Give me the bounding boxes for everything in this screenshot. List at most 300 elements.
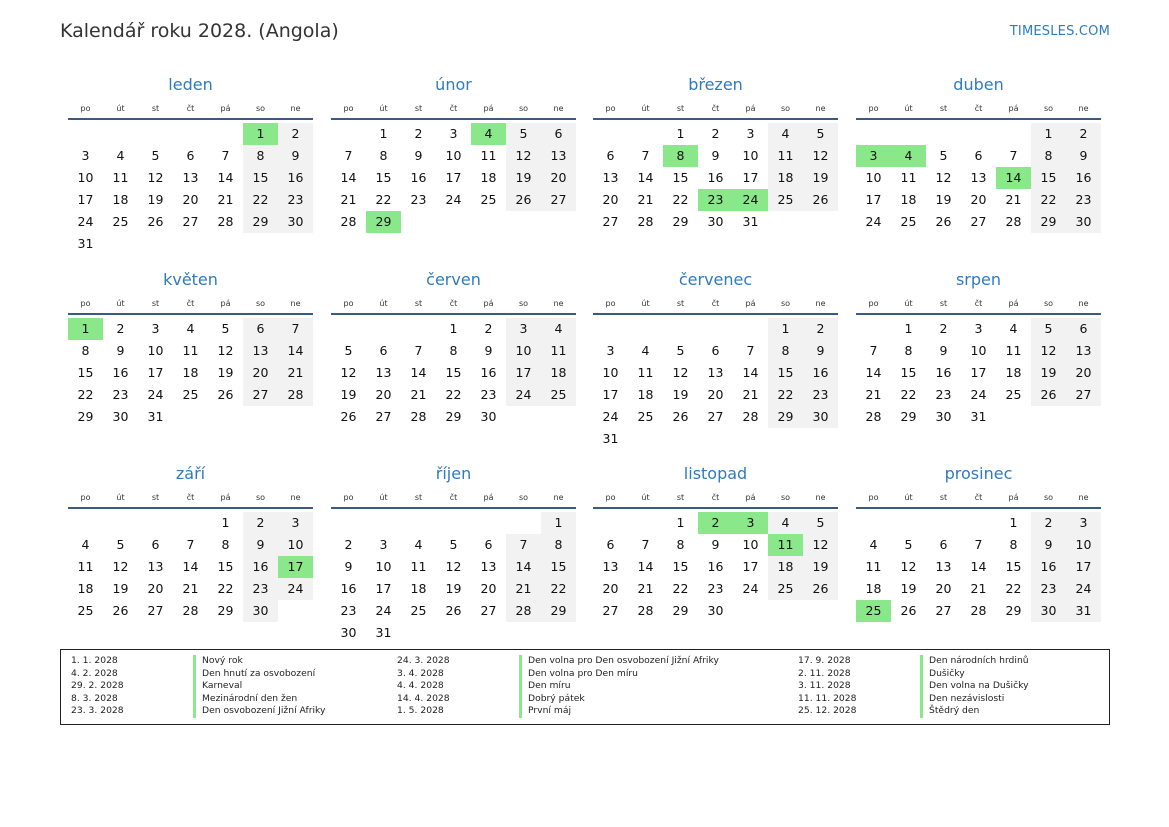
- day-cell[interactable]: 22: [77, 387, 94, 402]
- day-cell[interactable]: 11: [77, 559, 94, 574]
- day-cell[interactable]: 3: [974, 321, 983, 336]
- day-cell[interactable]: 26: [1031, 384, 1066, 406]
- day-cell[interactable]: 8: [379, 148, 388, 163]
- day-cell[interactable]: 22: [243, 189, 278, 211]
- day-cell[interactable]: 13: [243, 340, 278, 362]
- day-cell[interactable]: 17: [375, 581, 392, 596]
- day-cell[interactable]: 18: [768, 556, 803, 578]
- day-cell[interactable]: 7: [974, 537, 983, 552]
- day-cell[interactable]: 28: [217, 214, 234, 229]
- day-cell[interactable]: 10: [375, 559, 392, 574]
- day-cell[interactable]: 3: [151, 321, 160, 336]
- day-cell[interactable]: 31: [375, 625, 392, 640]
- day-cell[interactable]: 14: [217, 170, 234, 185]
- day-cell[interactable]: 19: [340, 387, 357, 402]
- day-cell[interactable]: 16: [935, 365, 952, 380]
- day-cell[interactable]: 9: [803, 340, 838, 362]
- day-cell[interactable]: 17: [445, 170, 462, 185]
- day-cell[interactable]: 13: [707, 365, 724, 380]
- day-cell[interactable]: 12: [217, 343, 234, 358]
- day-cell[interactable]: 21: [217, 192, 234, 207]
- day-cell[interactable]: 27: [541, 189, 576, 211]
- day-cell[interactable]: 3: [379, 537, 388, 552]
- day-cell[interactable]: 13: [375, 365, 392, 380]
- day-cell[interactable]: 16: [278, 167, 313, 189]
- day-cell[interactable]: 25: [112, 214, 129, 229]
- day-cell[interactable]: 9: [711, 537, 720, 552]
- day-cell[interactable]: 18: [410, 581, 427, 596]
- day-cell[interactable]: 13: [541, 145, 576, 167]
- day-cell[interactable]: 15: [672, 559, 689, 574]
- day-cell[interactable]: 24: [865, 214, 882, 229]
- day-cell[interactable]: 7: [869, 343, 878, 358]
- day-cell[interactable]: 31: [147, 409, 164, 424]
- day-cell[interactable]: 20: [541, 167, 576, 189]
- day-cell[interactable]: 19: [1031, 362, 1066, 384]
- day-cell[interactable]: 26: [445, 603, 462, 618]
- day-cell[interactable]: 16: [1031, 556, 1066, 578]
- day-cell[interactable]: 30: [480, 409, 497, 424]
- day-cell[interactable]: 5: [939, 148, 948, 163]
- day-cell[interactable]: 7: [506, 534, 541, 556]
- day-cell[interactable]: 7: [746, 343, 755, 358]
- day-cell[interactable]: 18: [637, 387, 654, 402]
- day-cell[interactable]: 11: [865, 559, 882, 574]
- day-cell[interactable]: 26: [340, 409, 357, 424]
- day-cell[interactable]: 10: [506, 340, 541, 362]
- day-cell[interactable]: 7: [641, 148, 650, 163]
- day-cell[interactable]: 14: [278, 340, 313, 362]
- day-cell[interactable]: 28: [182, 603, 199, 618]
- day-cell[interactable]: 24: [1066, 578, 1101, 600]
- day-cell[interactable]: 2: [344, 537, 353, 552]
- day-cell[interactable]: 5: [506, 123, 541, 145]
- day-cell[interactable]: 31: [77, 236, 94, 251]
- day-cell[interactable]: 3: [506, 318, 541, 340]
- day-cell[interactable]: 28: [340, 214, 357, 229]
- day-cell[interactable]: 25: [900, 214, 917, 229]
- day-cell[interactable]: 10: [742, 537, 759, 552]
- day-cell[interactable]: 20: [375, 387, 392, 402]
- day-cell[interactable]: 19: [506, 167, 541, 189]
- day-cell[interactable]: 13: [147, 559, 164, 574]
- holiday-day[interactable]: 23: [698, 189, 733, 211]
- day-cell[interactable]: 3: [606, 343, 615, 358]
- day-cell[interactable]: 21: [637, 581, 654, 596]
- day-cell[interactable]: 3: [278, 512, 313, 534]
- day-cell[interactable]: 13: [970, 170, 987, 185]
- holiday-day[interactable]: 14: [996, 167, 1031, 189]
- holiday-day[interactable]: 3: [733, 512, 768, 534]
- day-cell[interactable]: 6: [186, 148, 195, 163]
- day-cell[interactable]: 19: [803, 556, 838, 578]
- day-cell[interactable]: 30: [1066, 211, 1101, 233]
- day-cell[interactable]: 16: [1066, 167, 1101, 189]
- day-cell[interactable]: 29: [1031, 211, 1066, 233]
- day-cell[interactable]: 6: [939, 537, 948, 552]
- day-cell[interactable]: 7: [221, 148, 230, 163]
- day-cell[interactable]: 8: [1031, 145, 1066, 167]
- day-cell[interactable]: 5: [904, 537, 913, 552]
- day-cell[interactable]: 16: [707, 559, 724, 574]
- day-cell[interactable]: 13: [1066, 340, 1101, 362]
- day-cell[interactable]: 17: [77, 192, 94, 207]
- day-cell[interactable]: 22: [672, 581, 689, 596]
- day-cell[interactable]: 27: [602, 214, 619, 229]
- day-cell[interactable]: 24: [602, 409, 619, 424]
- day-cell[interactable]: 25: [1005, 387, 1022, 402]
- day-cell[interactable]: 18: [768, 167, 803, 189]
- day-cell[interactable]: 25: [480, 192, 497, 207]
- day-cell[interactable]: 18: [480, 170, 497, 185]
- day-cell[interactable]: 2: [116, 321, 125, 336]
- day-cell[interactable]: 26: [147, 214, 164, 229]
- day-cell[interactable]: 8: [221, 537, 230, 552]
- day-cell[interactable]: 7: [1009, 148, 1018, 163]
- day-cell[interactable]: 21: [970, 581, 987, 596]
- day-cell[interactable]: 20: [1066, 362, 1101, 384]
- day-cell[interactable]: 2: [484, 321, 493, 336]
- day-cell[interactable]: 6: [151, 537, 160, 552]
- day-cell[interactable]: 19: [445, 581, 462, 596]
- day-cell[interactable]: 4: [1009, 321, 1018, 336]
- day-cell[interactable]: 28: [637, 603, 654, 618]
- day-cell[interactable]: 4: [869, 537, 878, 552]
- day-cell[interactable]: 1: [1009, 515, 1018, 530]
- day-cell[interactable]: 28: [637, 214, 654, 229]
- day-cell[interactable]: 10: [278, 534, 313, 556]
- day-cell[interactable]: 30: [707, 214, 724, 229]
- day-cell[interactable]: 17: [506, 362, 541, 384]
- day-cell[interactable]: 16: [803, 362, 838, 384]
- day-cell[interactable]: 30: [935, 409, 952, 424]
- day-cell[interactable]: 17: [865, 192, 882, 207]
- day-cell[interactable]: 21: [865, 387, 882, 402]
- day-cell[interactable]: 17: [147, 365, 164, 380]
- day-cell[interactable]: 22: [445, 387, 462, 402]
- day-cell[interactable]: 10: [742, 148, 759, 163]
- day-cell[interactable]: 6: [606, 148, 615, 163]
- day-cell[interactable]: 20: [480, 581, 497, 596]
- day-cell[interactable]: 25: [541, 384, 576, 406]
- day-cell[interactable]: 14: [637, 559, 654, 574]
- day-cell[interactable]: 12: [445, 559, 462, 574]
- day-cell[interactable]: 31: [742, 214, 759, 229]
- day-cell[interactable]: 19: [112, 581, 129, 596]
- holiday-day[interactable]: 1: [243, 123, 278, 145]
- day-cell[interactable]: 1: [221, 515, 230, 530]
- day-cell[interactable]: 28: [506, 600, 541, 622]
- day-cell[interactable]: 12: [935, 170, 952, 185]
- day-cell[interactable]: 2: [243, 512, 278, 534]
- day-cell[interactable]: 17: [742, 170, 759, 185]
- day-cell[interactable]: 13: [602, 559, 619, 574]
- day-cell[interactable]: 6: [1066, 318, 1101, 340]
- day-cell[interactable]: 21: [278, 362, 313, 384]
- day-cell[interactable]: 24: [375, 603, 392, 618]
- day-cell[interactable]: 14: [506, 556, 541, 578]
- day-cell[interactable]: 12: [147, 170, 164, 185]
- day-cell[interactable]: 24: [278, 578, 313, 600]
- day-cell[interactable]: 3: [1066, 512, 1101, 534]
- day-cell[interactable]: 18: [541, 362, 576, 384]
- day-cell[interactable]: 9: [1066, 145, 1101, 167]
- day-cell[interactable]: 11: [900, 170, 917, 185]
- day-cell[interactable]: 12: [803, 145, 838, 167]
- day-cell[interactable]: 16: [410, 170, 427, 185]
- day-cell[interactable]: 28: [865, 409, 882, 424]
- day-cell[interactable]: 29: [1005, 603, 1022, 618]
- day-cell[interactable]: 13: [602, 170, 619, 185]
- day-cell[interactable]: 24: [970, 387, 987, 402]
- day-cell[interactable]: 10: [77, 170, 94, 185]
- day-cell[interactable]: 30: [278, 211, 313, 233]
- day-cell[interactable]: 6: [711, 343, 720, 358]
- day-cell[interactable]: 8: [676, 537, 685, 552]
- day-cell[interactable]: 30: [1031, 600, 1066, 622]
- day-cell[interactable]: 11: [768, 145, 803, 167]
- day-cell[interactable]: 22: [1005, 581, 1022, 596]
- day-cell[interactable]: 1: [904, 321, 913, 336]
- day-cell[interactable]: 2: [939, 321, 948, 336]
- day-cell[interactable]: 29: [445, 409, 462, 424]
- day-cell[interactable]: 27: [147, 603, 164, 618]
- day-cell[interactable]: 12: [1031, 340, 1066, 362]
- day-cell[interactable]: 31: [602, 431, 619, 446]
- day-cell[interactable]: 23: [112, 387, 129, 402]
- holiday-day[interactable]: 8: [663, 145, 698, 167]
- day-cell[interactable]: 9: [939, 343, 948, 358]
- holiday-day[interactable]: 29: [366, 211, 401, 233]
- day-cell[interactable]: 29: [672, 214, 689, 229]
- day-cell[interactable]: 26: [672, 409, 689, 424]
- day-cell[interactable]: 23: [480, 387, 497, 402]
- day-cell[interactable]: 22: [541, 578, 576, 600]
- day-cell[interactable]: 16: [112, 365, 129, 380]
- day-cell[interactable]: 10: [147, 343, 164, 358]
- day-cell[interactable]: 18: [182, 365, 199, 380]
- day-cell[interactable]: 12: [672, 365, 689, 380]
- day-cell[interactable]: 23: [707, 581, 724, 596]
- day-cell[interactable]: 19: [803, 167, 838, 189]
- day-cell[interactable]: 9: [1031, 534, 1066, 556]
- day-cell[interactable]: 2: [1031, 512, 1066, 534]
- day-cell[interactable]: 25: [768, 189, 803, 211]
- day-cell[interactable]: 17: [1066, 556, 1101, 578]
- day-cell[interactable]: 9: [278, 145, 313, 167]
- day-cell[interactable]: 7: [278, 318, 313, 340]
- day-cell[interactable]: 4: [768, 123, 803, 145]
- day-cell[interactable]: 26: [112, 603, 129, 618]
- day-cell[interactable]: 4: [541, 318, 576, 340]
- day-cell[interactable]: 5: [344, 343, 353, 358]
- day-cell[interactable]: 21: [506, 578, 541, 600]
- day-cell[interactable]: 21: [1005, 192, 1022, 207]
- day-cell[interactable]: 1: [676, 126, 685, 141]
- day-cell[interactable]: 23: [1031, 578, 1066, 600]
- day-cell[interactable]: 9: [484, 343, 493, 358]
- day-cell[interactable]: 18: [900, 192, 917, 207]
- day-cell[interactable]: 20: [243, 362, 278, 384]
- day-cell[interactable]: 22: [375, 192, 392, 207]
- day-cell[interactable]: 28: [742, 409, 759, 424]
- day-cell[interactable]: 19: [217, 365, 234, 380]
- day-cell[interactable]: 15: [1005, 559, 1022, 574]
- day-cell[interactable]: 18: [1005, 365, 1022, 380]
- day-cell[interactable]: 11: [637, 365, 654, 380]
- day-cell[interactable]: 25: [637, 409, 654, 424]
- day-cell[interactable]: 2: [711, 126, 720, 141]
- holiday-day[interactable]: 17: [278, 556, 313, 578]
- day-cell[interactable]: 28: [1005, 214, 1022, 229]
- day-cell[interactable]: 21: [182, 581, 199, 596]
- day-cell[interactable]: 31: [970, 409, 987, 424]
- day-cell[interactable]: 29: [217, 603, 234, 618]
- day-cell[interactable]: 30: [243, 600, 278, 622]
- day-cell[interactable]: 3: [449, 126, 458, 141]
- day-cell[interactable]: 2: [278, 123, 313, 145]
- holiday-day[interactable]: 11: [768, 534, 803, 556]
- day-cell[interactable]: 9: [243, 534, 278, 556]
- day-cell[interactable]: 8: [449, 343, 458, 358]
- day-cell[interactable]: 6: [541, 123, 576, 145]
- day-cell[interactable]: 13: [480, 559, 497, 574]
- day-cell[interactable]: 15: [1031, 167, 1066, 189]
- day-cell[interactable]: 27: [602, 603, 619, 618]
- day-cell[interactable]: 5: [221, 321, 230, 336]
- day-cell[interactable]: 1: [449, 321, 458, 336]
- day-cell[interactable]: 11: [410, 559, 427, 574]
- day-cell[interactable]: 20: [935, 581, 952, 596]
- day-cell[interactable]: 24: [77, 214, 94, 229]
- day-cell[interactable]: 23: [803, 384, 838, 406]
- holiday-day[interactable]: 25: [856, 600, 891, 622]
- day-cell[interactable]: 23: [935, 387, 952, 402]
- day-cell[interactable]: 25: [768, 578, 803, 600]
- day-cell[interactable]: 16: [340, 581, 357, 596]
- day-cell[interactable]: 12: [900, 559, 917, 574]
- day-cell[interactable]: 2: [1066, 123, 1101, 145]
- day-cell[interactable]: 4: [81, 537, 90, 552]
- holiday-day[interactable]: 4: [471, 123, 506, 145]
- day-cell[interactable]: 12: [112, 559, 129, 574]
- day-cell[interactable]: 9: [116, 343, 125, 358]
- day-cell[interactable]: 24: [147, 387, 164, 402]
- day-cell[interactable]: 22: [900, 387, 917, 402]
- day-cell[interactable]: 20: [970, 192, 987, 207]
- day-cell[interactable]: 28: [970, 603, 987, 618]
- day-cell[interactable]: 15: [243, 167, 278, 189]
- day-cell[interactable]: 10: [1066, 534, 1101, 556]
- day-cell[interactable]: 14: [970, 559, 987, 574]
- day-cell[interactable]: 11: [182, 343, 199, 358]
- day-cell[interactable]: 10: [602, 365, 619, 380]
- day-cell[interactable]: 15: [445, 365, 462, 380]
- day-cell[interactable]: 1: [768, 318, 803, 340]
- day-cell[interactable]: 6: [606, 537, 615, 552]
- day-cell[interactable]: 3: [746, 126, 755, 141]
- day-cell[interactable]: 20: [707, 387, 724, 402]
- day-cell[interactable]: 30: [340, 625, 357, 640]
- day-cell[interactable]: 14: [637, 170, 654, 185]
- day-cell[interactable]: 3: [81, 148, 90, 163]
- day-cell[interactable]: 4: [768, 512, 803, 534]
- day-cell[interactable]: 25: [77, 603, 94, 618]
- day-cell[interactable]: 21: [340, 192, 357, 207]
- day-cell[interactable]: 7: [641, 537, 650, 552]
- day-cell[interactable]: 15: [900, 365, 917, 380]
- day-cell[interactable]: 17: [970, 365, 987, 380]
- day-cell[interactable]: 27: [1066, 384, 1101, 406]
- day-cell[interactable]: 29: [768, 406, 803, 428]
- day-cell[interactable]: 14: [410, 365, 427, 380]
- day-cell[interactable]: 16: [480, 365, 497, 380]
- day-cell[interactable]: 27: [707, 409, 724, 424]
- day-cell[interactable]: 23: [340, 603, 357, 618]
- day-cell[interactable]: 26: [803, 578, 838, 600]
- day-cell[interactable]: 22: [768, 384, 803, 406]
- holiday-day[interactable]: 24: [733, 189, 768, 211]
- holiday-day[interactable]: 1: [68, 318, 103, 340]
- day-cell[interactable]: 14: [182, 559, 199, 574]
- day-cell[interactable]: 13: [935, 559, 952, 574]
- day-cell[interactable]: 18: [112, 192, 129, 207]
- day-cell[interactable]: 24: [742, 581, 759, 596]
- day-cell[interactable]: 5: [676, 343, 685, 358]
- day-cell[interactable]: 10: [865, 170, 882, 185]
- day-cell[interactable]: 29: [541, 600, 576, 622]
- day-cell[interactable]: 6: [243, 318, 278, 340]
- day-cell[interactable]: 19: [672, 387, 689, 402]
- day-cell[interactable]: 2: [803, 318, 838, 340]
- day-cell[interactable]: 5: [449, 537, 458, 552]
- day-cell[interactable]: 12: [340, 365, 357, 380]
- day-cell[interactable]: 6: [974, 148, 983, 163]
- day-cell[interactable]: 20: [182, 192, 199, 207]
- day-cell[interactable]: 26: [217, 387, 234, 402]
- day-cell[interactable]: 29: [77, 409, 94, 424]
- day-cell[interactable]: 23: [278, 189, 313, 211]
- day-cell[interactable]: 5: [116, 537, 125, 552]
- day-cell[interactable]: 14: [742, 365, 759, 380]
- day-cell[interactable]: 1: [541, 512, 576, 534]
- day-cell[interactable]: 6: [484, 537, 493, 552]
- day-cell[interactable]: 7: [414, 343, 423, 358]
- day-cell[interactable]: 29: [672, 603, 689, 618]
- day-cell[interactable]: 15: [375, 170, 392, 185]
- day-cell[interactable]: 4: [641, 343, 650, 358]
- day-cell[interactable]: 8: [768, 340, 803, 362]
- day-cell[interactable]: 22: [672, 192, 689, 207]
- day-cell[interactable]: 24: [506, 384, 541, 406]
- day-cell[interactable]: 25: [410, 603, 427, 618]
- day-cell[interactable]: 18: [865, 581, 882, 596]
- day-cell[interactable]: 27: [480, 603, 497, 618]
- day-cell[interactable]: 27: [970, 214, 987, 229]
- day-cell[interactable]: 20: [147, 581, 164, 596]
- day-cell[interactable]: 11: [112, 170, 129, 185]
- day-cell[interactable]: 15: [768, 362, 803, 384]
- day-cell[interactable]: 8: [904, 343, 913, 358]
- day-cell[interactable]: 7: [344, 148, 353, 163]
- day-cell[interactable]: 26: [803, 189, 838, 211]
- day-cell[interactable]: 5: [803, 123, 838, 145]
- day-cell[interactable]: 22: [217, 581, 234, 596]
- day-cell[interactable]: 27: [935, 603, 952, 618]
- day-cell[interactable]: 30: [112, 409, 129, 424]
- day-cell[interactable]: 24: [445, 192, 462, 207]
- day-cell[interactable]: 11: [480, 148, 497, 163]
